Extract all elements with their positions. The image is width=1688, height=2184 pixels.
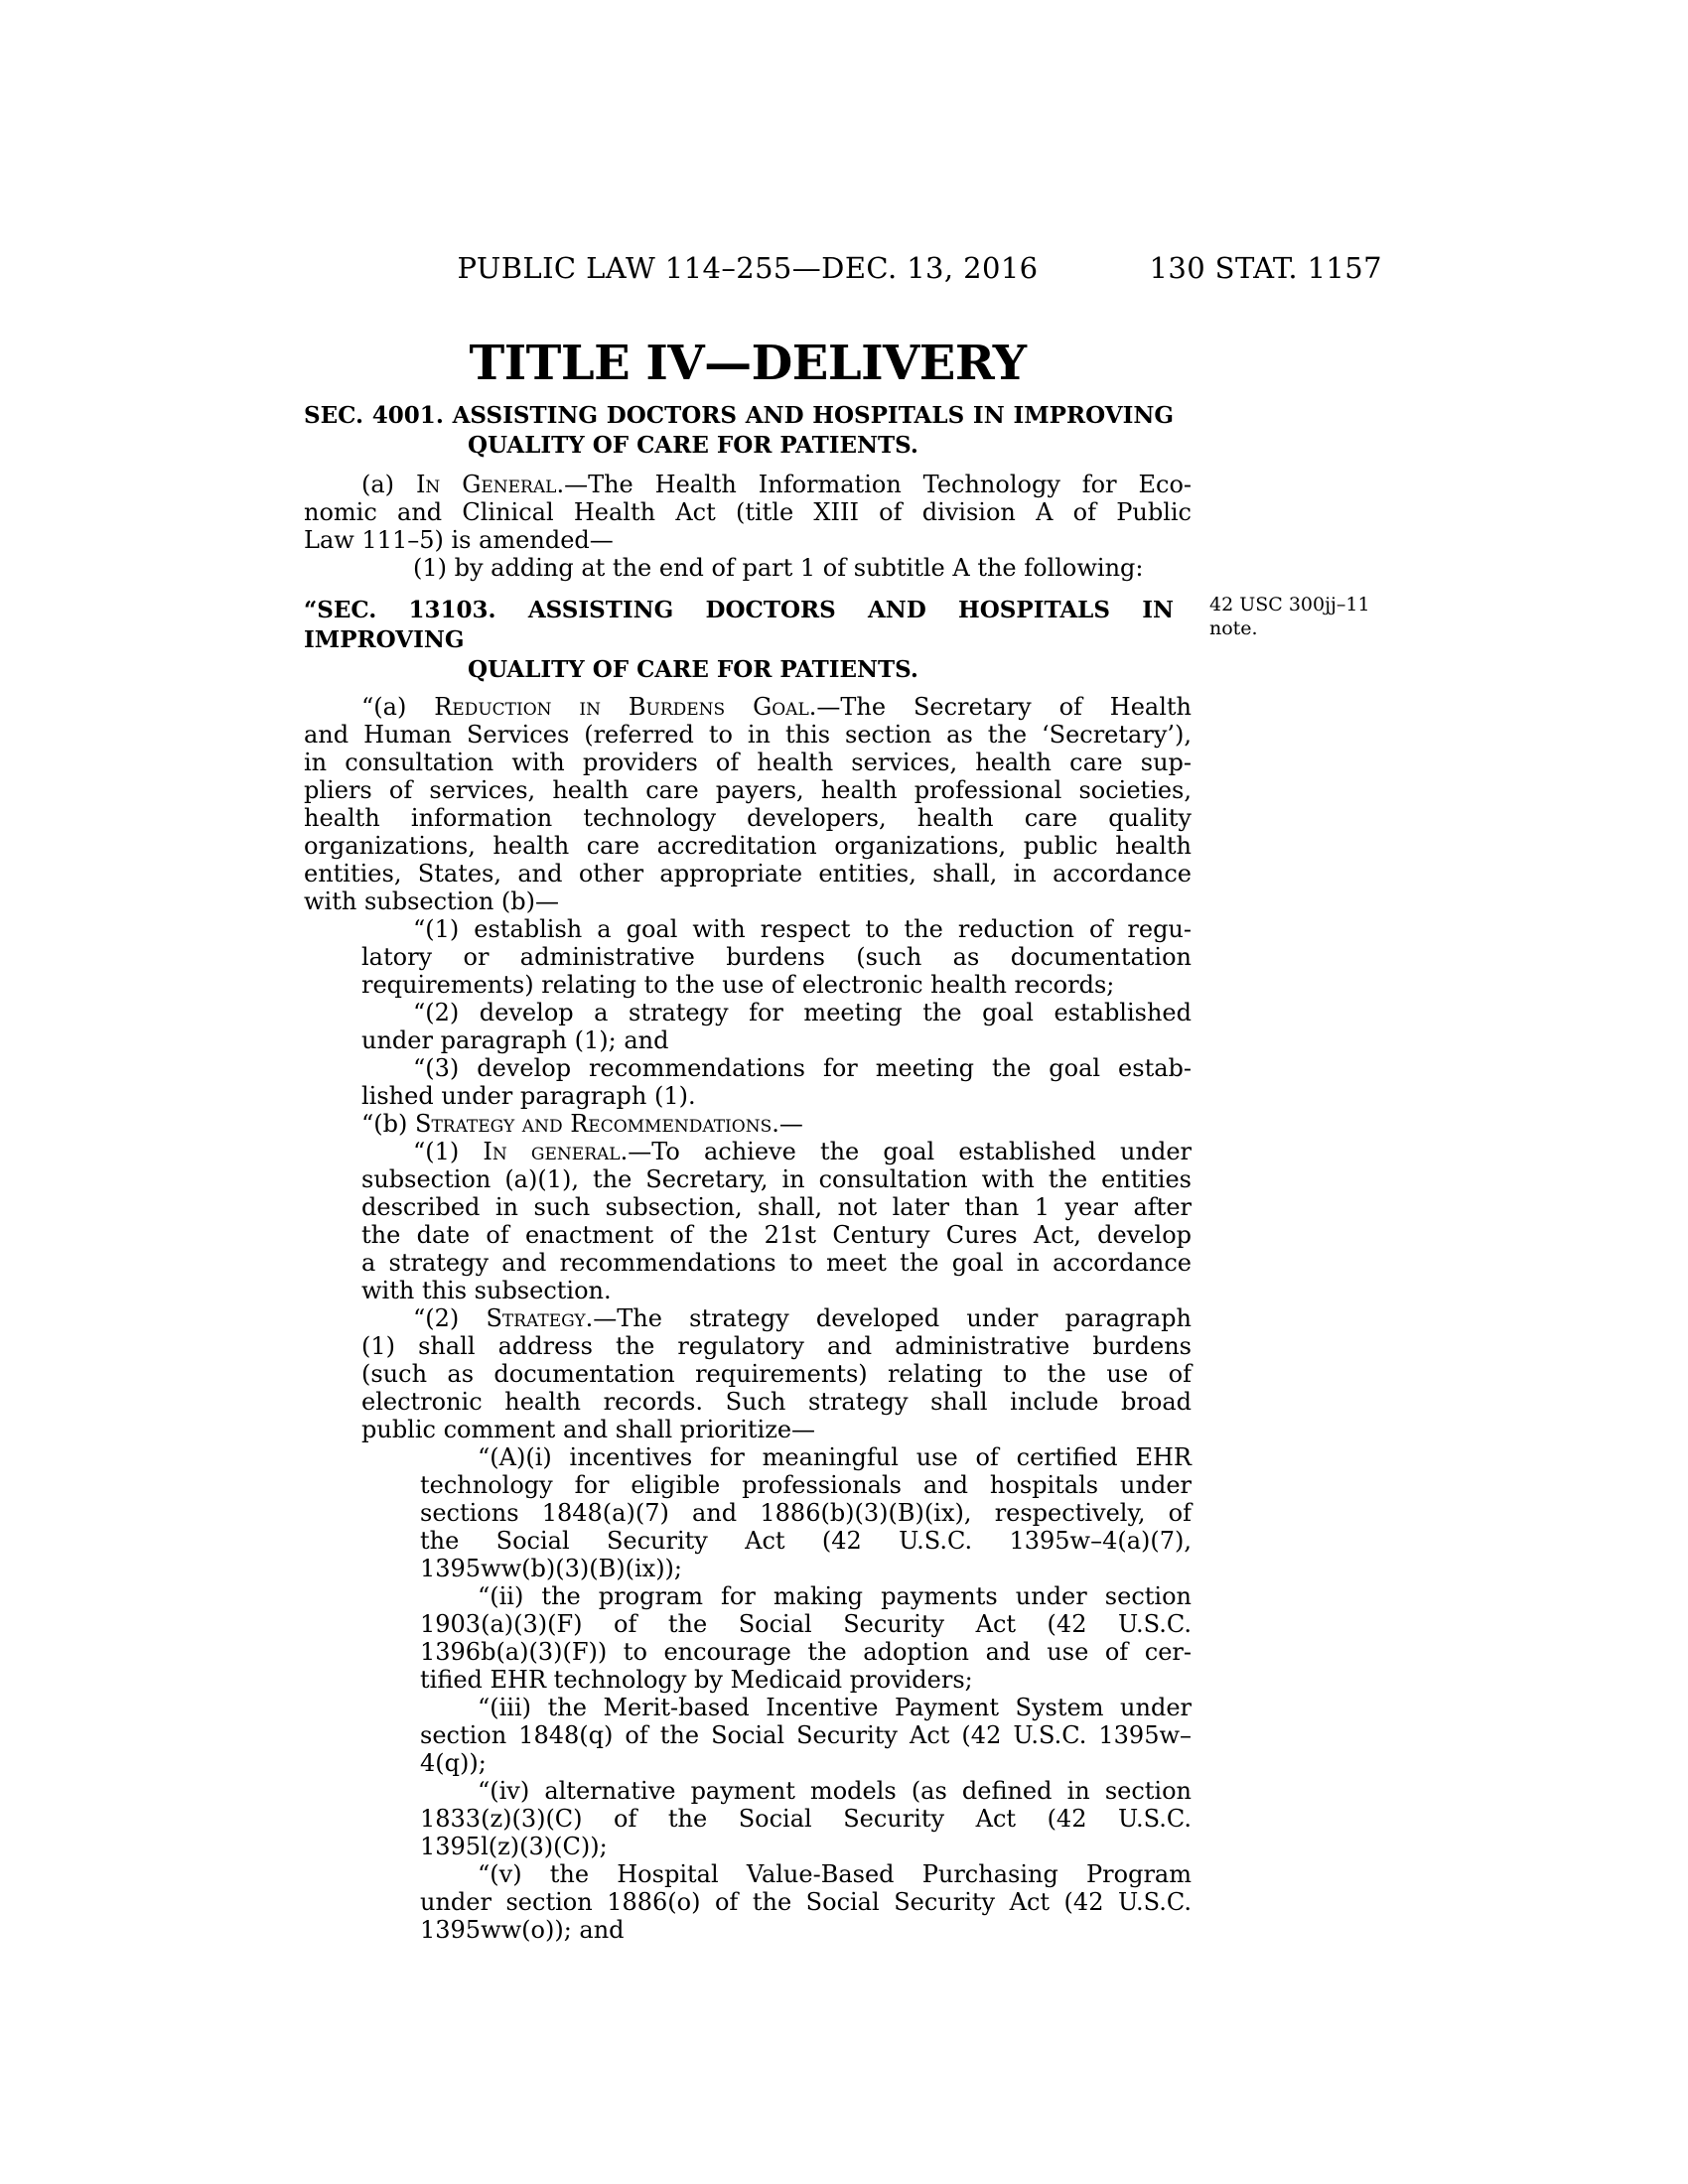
para-a-in-general [304, 471, 1192, 554]
text-line: “(iv) alternative payment models (as defined in section [478, 1777, 1192, 1805]
para-b2-strategy [304, 1304, 1192, 1443]
text-line: 1395l(z)(3)(C)); [420, 1833, 608, 1860]
para-3-develop-recommendations [304, 1054, 1192, 1110]
para-iii-merit-based [304, 1694, 1192, 1777]
para-2-develop-strategy [304, 999, 1192, 1054]
text-line: with this subsection. [361, 1277, 612, 1304]
text-line: section 1848(q) of the Social Security Act (42 U.S.C. 1395w– [420, 1721, 1192, 1749]
text-line: in consultation with providers of health services, health care sup- [304, 749, 1192, 776]
sec-13103-heading [304, 596, 1192, 685]
text-line: “(2) develop a strategy for meeting the goal established [413, 999, 1192, 1026]
text-line: requirements) relating to the use of electronic health records; [361, 971, 1115, 999]
margin-note [1209, 593, 1398, 640]
text-line: “(a) Reduction in Burdens Goal.—The Secretary of Health [361, 693, 1193, 721]
text-line: nomic and Clinical Health Act (title XIII of division A of Public [304, 498, 1192, 526]
text-line: health information technology developers, health care quality [304, 804, 1192, 832]
margin-note-usc-citation: 42 USC 300jj–11 [1209, 594, 1370, 615]
text-line: under section 1886(o) of the Social Security Act (42 U.S.C. [420, 1888, 1192, 1916]
text-line: 1395ww(o)); and [420, 1916, 625, 1944]
text-line: “(1) In general.—To achieve the goal established under [413, 1138, 1192, 1165]
text-line: (such as documentation requirements) relating to the use of [361, 1360, 1192, 1388]
text-line: (1) by adding at the end of part 1 of subtitle A the following: [413, 554, 1144, 582]
para-iv-alternative-payment [304, 1777, 1192, 1860]
text-line: 1395ww(b)(3)(B)(ix)); [420, 1555, 682, 1582]
text-line: public comment and shall prioritize— [361, 1416, 816, 1443]
para-b-strategy-and-recommendations [304, 1110, 1192, 1138]
page-title: TITLE IV—DELIVERY [469, 336, 1027, 391]
text-line: under paragraph (1); and [361, 1026, 669, 1054]
text-line: “(iii) the Merit-based Incentive Payment System under [478, 1694, 1192, 1721]
text-line: organizations, health care accreditation organizations, public health [304, 832, 1192, 860]
text-line: “(3) develop recommendations for meeting the goal estab- [413, 1054, 1192, 1082]
text-line: (1) shall address the regulatory and administrative burdens [361, 1332, 1192, 1360]
text-line: the date of enactment of the 21st Century Cures Act, develop [361, 1221, 1192, 1249]
text-line: QUALITY OF CARE FOR PATIENTS. [468, 656, 918, 683]
para-1-establish-goal [304, 915, 1192, 999]
text-line: with subsection (b)— [304, 887, 559, 915]
para-ii-program-payments [304, 1582, 1192, 1694]
text-line: “(1) establish a goal with respect to the reduction of regu- [413, 915, 1192, 943]
text-line: “(ii) the program for making payments under section [478, 1582, 1192, 1610]
para-b1-in-general [304, 1138, 1192, 1304]
para-a-reduction-in-burdens-goal [304, 693, 1192, 915]
sec-4001-heading [304, 401, 1192, 461]
text-line: tified EHR technology by Medicaid providers; [420, 1666, 973, 1694]
text-line: “(2) Strategy.—The strategy developed under paragraph [413, 1304, 1192, 1332]
text-line: “(b) Strategy and Recommendations.— [361, 1110, 803, 1138]
text-line: 4(q)); [420, 1749, 487, 1777]
text-line: subsection (a)(1), the Secretary, in consultation with the entities [361, 1165, 1192, 1193]
text-line: “SEC. 13103. ASSISTING DOCTORS AND HOSPITALS IN IMPROVING [304, 597, 1174, 653]
text-line: QUALITY OF CARE FOR PATIENTS. [468, 432, 918, 459]
running-header-law-citation: PUBLIC LAW 114–255—DEC. 13, 2016 [457, 251, 1039, 285]
text-line: described in such subsection, shall, not later than 1 year after [361, 1193, 1192, 1221]
text-line: lished under paragraph (1). [361, 1082, 696, 1110]
text-line: SEC. 4001. ASSISTING DOCTORS AND HOSPITALS IN IMPROVING [304, 402, 1174, 429]
para-v-hospital-vbp [304, 1860, 1192, 1944]
para-Ai-incentives [304, 1443, 1192, 1582]
text-line: (a) In General.—The Health Information Technology for Eco- [361, 471, 1193, 498]
text-line: entities, States, and other appropriate entities, shall, in accordance [304, 860, 1192, 887]
text-line: Law 111–5) is amended— [304, 526, 614, 554]
text-line: a strategy and recommendations to meet the goal in accordance [361, 1249, 1192, 1277]
text-line: technology for eligible professionals and hospitals under [420, 1471, 1192, 1499]
text-line: electronic health records. Such strategy shall include broad [361, 1388, 1192, 1416]
margin-note-note-word: note. [1209, 617, 1258, 639]
text-line: sections 1848(a)(7) and 1886(b)(3)(B)(ix), respectively, of [420, 1499, 1192, 1527]
text-line: the Social Security Act (42 U.S.C. 1395w–4(a)(7), [420, 1527, 1192, 1555]
document-body [304, 401, 1192, 1944]
text-line: and Human Services (referred to in this section as the ‘Secretary’), [304, 721, 1192, 749]
text-line: 1833(z)(3)(C) of the Social Security Act (42 U.S.C. [420, 1805, 1192, 1833]
text-line: 1903(a)(3)(F) of the Social Security Act (42 U.S.C. [420, 1610, 1192, 1638]
para-1-by-adding [304, 554, 1192, 582]
text-line: pliers of services, health care payers, health professional societies, [304, 776, 1192, 804]
text-line: “(v) the Hospital Value-Based Purchasing Program [478, 1860, 1192, 1888]
text-line: 1396b(a)(3)(F)) to encourage the adoption and use of cer- [420, 1638, 1192, 1666]
text-line: “(A)(i) incentives for meaningful use of certified EHR [478, 1443, 1192, 1471]
running-header-stat-page-number: 130 STAT. 1157 [1149, 251, 1382, 285]
text-line: latory or administrative burdens (such as documentation [361, 943, 1192, 971]
